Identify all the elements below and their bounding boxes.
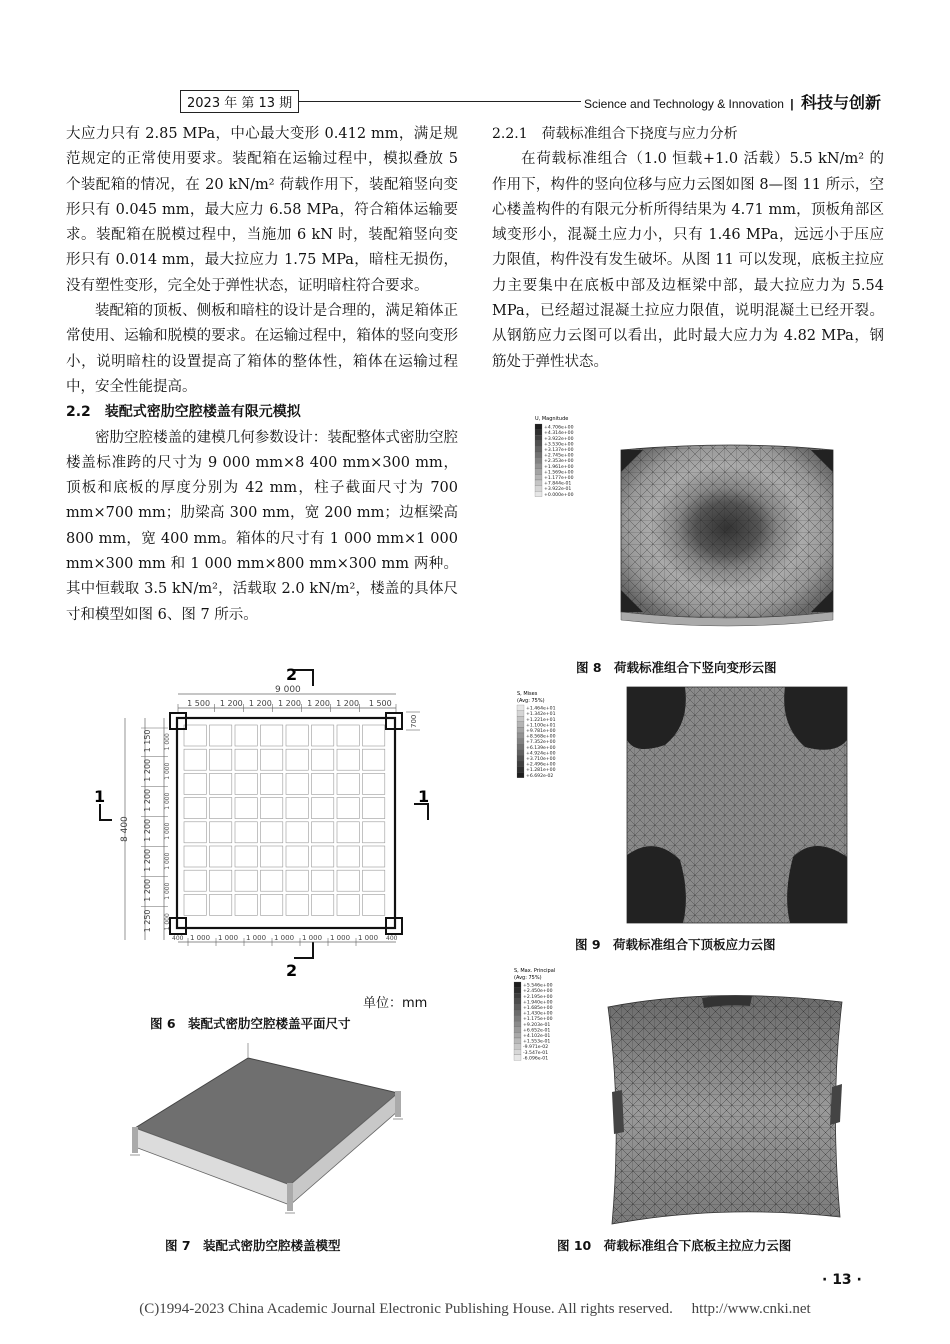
inner-left-dim-label: 1 000 [164, 822, 171, 840]
legend-value: -9.971e-02 [523, 1045, 549, 1051]
legend-swatch [517, 744, 524, 750]
hollow-box [210, 749, 232, 770]
legend-value: +2.745e+00 [544, 453, 574, 459]
hollow-box [235, 870, 257, 891]
fig8-svg [533, 412, 853, 652]
legend-value: +9.203e-01 [523, 1022, 551, 1028]
copyright-footer: (C)1994-2023 China Academic Journal Electronic Publishing House. All rights reserved. http://www.cnki.net [139, 1301, 811, 1317]
hollow-box [337, 822, 359, 843]
legend-value: +1.569e+00 [544, 470, 574, 476]
legend-value: +3.530e+00 [544, 442, 574, 448]
hollow-box [261, 798, 283, 819]
hollow-box [337, 894, 359, 915]
bottom-dim-label: 1 000 [218, 934, 239, 942]
top-dimensions [178, 699, 396, 712]
hollow-box [184, 725, 206, 746]
left-dimensions [141, 728, 171, 932]
legend-swatch [535, 435, 542, 441]
legend-value: +3.137e+00 [544, 448, 574, 453]
legend-value: +2.195e+00 [523, 994, 553, 1000]
section-heading: 2.2 装配式密肋空腔楼盖有限元模拟 [66, 404, 301, 421]
header-rule [298, 101, 581, 102]
paragraph: 大应力只有 2.85 MPa，中心最大变形 0.412 mm，满足规范规定的正常使用要求。装配箱在运输过程中，模拟叠放 5 个装配箱的情况，在 20 kN/m² 荷载作用下，装配箱竖向变形只有 0.045 mm，最大应力 6.58 MPa，符合箱体运输要求。装配箱在脱模过程中，当施加 6 kN 时，装配箱竖向变形只有 0.014 mm，最大拉应力 1.75 MPa，暗柱无损伤，没有塑性变形，完全处于弹性状态，证明暗柱符合要求。 [66, 126, 458, 294]
legend-value: +1.685e+00 [523, 1006, 553, 1011]
legend-swatch [535, 446, 542, 452]
legend-swatch [535, 469, 542, 475]
unit-label: 单位：mm [363, 996, 428, 1011]
legend-value: +1.940e+00 [523, 1000, 553, 1006]
legend-swatch [535, 441, 542, 447]
legend-value: +6.139e+00 [526, 745, 556, 751]
hollow-box [184, 894, 206, 915]
legend-swatch [517, 727, 524, 733]
column-stub [132, 1127, 138, 1153]
legend-value: -6.096e-01 [523, 1056, 549, 1062]
legend-swatch [514, 988, 521, 994]
journal-chinese-title: 科技与创新 [800, 93, 881, 112]
legend-value: +1.281e+00 [526, 768, 556, 774]
legend-value: +2.353e+00 [544, 459, 574, 465]
hollow-box [286, 749, 308, 770]
legend-swatch [514, 982, 521, 988]
bottom-dim-label: 1 000 [330, 934, 351, 942]
legend-value: +3.922e-01 [544, 487, 572, 493]
legend-swatch [517, 722, 524, 728]
page-number: · 13 · [822, 1272, 862, 1288]
hollow-box [184, 773, 206, 794]
fig9-legend-subtitle: (Avg: 75%) [517, 698, 545, 704]
figure-7-caption: 图 7 装配式密肋空腔楼盖模型 [165, 1238, 341, 1253]
column-stub [395, 1091, 401, 1117]
legend-swatch [514, 1021, 521, 1027]
hollow-box [363, 798, 385, 819]
bottom-dim-label: 1 000 [302, 934, 323, 942]
top-dim-label: 1 500 [368, 699, 392, 708]
left-dim-label: 1 200 [143, 788, 152, 812]
inner-left-dim-label: 1 000 [164, 762, 171, 780]
hollow-box [286, 870, 308, 891]
legend-swatch [517, 705, 524, 711]
total-height-label: 8 400 [120, 816, 130, 842]
legend-value: +7.844e-01 [544, 481, 572, 487]
hollow-box [337, 870, 359, 891]
figure-7-model [130, 1043, 430, 1220]
section-mark-bracket [100, 804, 112, 820]
hollow-box [312, 749, 334, 770]
bottom-dim-label: 1 000 [358, 934, 379, 942]
legend-value: +6.652e-01 [523, 1028, 551, 1034]
fig8-legend-title: U, Magnitude [535, 416, 569, 422]
legend-value: +1.342e+01 [526, 712, 556, 718]
left-dim-label: 1 200 [143, 848, 152, 872]
hollow-box [184, 846, 206, 867]
fig10-legend [514, 982, 553, 1061]
hollow-box [286, 846, 308, 867]
hollow-box [312, 822, 334, 843]
fig9-legend-title: S, Mises [517, 691, 538, 697]
legend-swatch [517, 767, 524, 773]
hollow-box [235, 846, 257, 867]
hollow-box [286, 798, 308, 819]
legend-value: +3.922e+00 [544, 436, 574, 442]
legend-value: +4.706e+00 [544, 425, 574, 431]
legend-swatch [535, 474, 542, 480]
hollow-box [286, 773, 308, 794]
right-column [492, 122, 884, 375]
left-dim-label: 1 250 [143, 909, 152, 933]
fig10-legend-title: S, Max. Principal [514, 968, 556, 974]
column-stub [287, 1183, 293, 1211]
section-mark-2-bottom: 2 [286, 961, 298, 980]
left-dim-label: 1 200 [143, 878, 152, 902]
hollow-box [210, 798, 232, 819]
hollow-box [261, 846, 283, 867]
fig10-legend-subtitle: (Avg: 75%) [514, 975, 542, 981]
hollow-box [261, 894, 283, 915]
paragraph: 密肋空腔楼盖的建模几何参数设计：装配整体式密肋空腔楼盖标准跨的尺寸为 9 000 mm×8 400 mm×300 mm，顶板和底板的厚度分别为 42 mm，柱子截面尺寸为 700 mm×700 mm；肋梁高 300 mm，宽 200 mm；边框梁高 800 mm，宽 400 mm。箱体的尺寸有 1 000 mm×1 000 mm×300 mm 和 1 000 mm×800 mm×300 mm 两种。其中恒载取 3.5 kN/m²，活载取 2.0 kN/m²，楼盖的具体尺寸和模型如图 6、图 7 所示。 [66, 429, 458, 623]
hollow-box [210, 870, 232, 891]
inner-left-dim-label: 1 000 [164, 882, 171, 900]
legend-swatch [517, 772, 524, 778]
hollow-box [363, 870, 385, 891]
inner-left-dim-label: 1 000 [164, 792, 171, 810]
fig10-mesh [608, 996, 842, 1224]
legend-swatch [517, 750, 524, 756]
section-mark-1-right: 1 [418, 787, 430, 806]
inner-left-dim-label: 1 000 [164, 733, 171, 751]
left-column [66, 122, 458, 628]
paragraph: 装配箱的顶板、侧板和暗柱的设计是合理的，满足箱体正常使用、运输和脱模的要求。在运输过程中，箱体的竖向变形小，说明暗柱的设置提高了箱体的整体性，箱体在运输过程中，安全性能提高。 [66, 303, 458, 395]
bottom-dim-label: 1 000 [190, 934, 211, 942]
legend-value: +4.314e+00 [544, 431, 574, 437]
hollow-box [184, 870, 206, 891]
legend-value: +9.781e+00 [526, 729, 556, 734]
model-svg [130, 1043, 430, 1220]
legend-swatch [517, 716, 524, 722]
section-mark-bracket [414, 804, 428, 820]
legend-value: +2.496e+00 [526, 762, 556, 768]
hollow-box [184, 749, 206, 770]
hollow-box [261, 870, 283, 891]
hollow-box [312, 725, 334, 746]
fig10-stress-zone [612, 1090, 624, 1134]
figure-9-mises-stress [515, 685, 855, 925]
hollow-box [210, 846, 232, 867]
legend-swatch [517, 739, 524, 745]
legend-value: +8.568e+00 [526, 734, 556, 740]
legend-value: +2.450e+00 [523, 989, 553, 995]
hollow-box [363, 894, 385, 915]
inner-left-dim-label: 1 000 [164, 913, 171, 931]
bottom-dim-label: 1 000 [274, 934, 295, 942]
figure-10-principal-stress [512, 962, 857, 1227]
top-dim-label: 1 200 [278, 699, 301, 708]
legend-value: +1.177e+00 [544, 476, 574, 481]
hollow-box [286, 894, 308, 915]
figure-9-caption: 图 9 荷载标准组合下顶板应力云图 [575, 937, 776, 952]
legend-swatch [514, 1055, 521, 1061]
hollow-box [235, 773, 257, 794]
hollow-box [210, 822, 232, 843]
hollow-box [312, 798, 334, 819]
top-dim-label: 1 200 [307, 699, 330, 708]
legend-value: -3.547e-01 [523, 1050, 549, 1056]
fig8-mesh [621, 445, 833, 618]
legend-swatch [514, 1049, 521, 1055]
section-mark-bracket [294, 942, 313, 958]
legend-swatch [535, 463, 542, 469]
bottom-dim-label: 1 000 [246, 934, 267, 942]
legend-value: +7.352e+00 [526, 740, 556, 746]
legend-value: +1.175e+00 [523, 1017, 553, 1023]
inner-left-dim-label: 1 000 [164, 852, 171, 870]
hollow-box [235, 822, 257, 843]
hollow-box [235, 725, 257, 746]
legend-value: +6.692e-02 [526, 773, 554, 779]
figure-8-deformation [533, 412, 853, 652]
legend-value: +1.961e+00 [544, 464, 574, 470]
legend-value: +1.464e+01 [526, 706, 556, 712]
legend-swatch [514, 1032, 521, 1038]
legend-swatch [535, 486, 542, 492]
bottom-dimensions [188, 934, 378, 946]
issue-label: 2023 年 第 13 期 [180, 90, 299, 113]
hollow-box [337, 749, 359, 770]
legend-value: +1.430e+00 [523, 1011, 553, 1017]
legend-value: +1.221e+01 [526, 717, 556, 723]
hollow-box [286, 725, 308, 746]
left-dim-label: 1 200 [143, 758, 152, 782]
column-size-label: 700 [410, 714, 418, 728]
hollow-box [286, 822, 308, 843]
legend-value: +0.000e+00 [544, 492, 574, 498]
legend-swatch [514, 1004, 521, 1010]
figure-6-caption: 图 6 装配式密肋空腔楼盖平面尺寸 [150, 1016, 351, 1031]
hollow-box [184, 798, 206, 819]
hollow-box [312, 870, 334, 891]
figure-6-plan-drawing [94, 662, 440, 980]
hollow-box [235, 894, 257, 915]
edge-dim-label: 400 [386, 935, 398, 942]
hollow-box [261, 749, 283, 770]
fig9-svg [515, 685, 855, 925]
hollow-box [312, 846, 334, 867]
legend-swatch [514, 1010, 521, 1016]
journal-header [584, 90, 881, 113]
hollow-box [337, 798, 359, 819]
legend-swatch [514, 1038, 521, 1044]
figure-8-caption: 图 8 荷载标准组合下竖向变形云图 [576, 660, 777, 675]
legend-swatch [535, 480, 542, 486]
legend-swatch [514, 1016, 521, 1022]
subsection-heading: 2.2.1 荷载标准组合下挠度与应力分析 [492, 126, 738, 142]
legend-value: +1.553e-01 [523, 1039, 551, 1045]
top-dim-label: 1 500 [187, 699, 211, 708]
legend-swatch [517, 755, 524, 761]
hollow-box [363, 725, 385, 746]
fig10-svg [512, 962, 857, 1227]
section-mark-1-left: 1 [94, 787, 106, 806]
slab-top-surface [135, 1058, 398, 1185]
hollow-box [210, 773, 232, 794]
hollow-box [210, 725, 232, 746]
top-dim-label: 1 200 [219, 699, 243, 708]
legend-swatch [535, 458, 542, 464]
hollow-box [337, 846, 359, 867]
hollow-box [210, 894, 232, 915]
legend-swatch [514, 1027, 521, 1033]
edge-dim-label: 400 [172, 935, 184, 942]
legend-swatch [535, 424, 542, 430]
legend-swatch [514, 993, 521, 999]
box-grid [184, 725, 385, 915]
fig9-mesh [627, 687, 847, 923]
hollow-box [312, 773, 334, 794]
top-dim-label: 1 200 [248, 699, 272, 708]
hollow-box [337, 773, 359, 794]
plan-svg [94, 662, 440, 980]
hollow-box [363, 846, 385, 867]
figure-10-caption: 图 10 荷载标准组合下底板主拉应力云图 [557, 1238, 792, 1253]
left-dim-label: 1 200 [143, 818, 152, 842]
legend-swatch [535, 491, 542, 497]
top-dim-label: 1 200 [336, 699, 360, 708]
legend-swatch [517, 761, 524, 767]
legend-swatch [514, 1044, 521, 1050]
legend-value: +4.102e-01 [523, 1034, 551, 1039]
legend-swatch [535, 452, 542, 458]
fig8-legend [535, 424, 574, 498]
paragraph: 在荷载标准组合（1.0 恒载+1.0 活载）5.5 kN/m² 的作用下，构件的竖向位移与应力云图如图 8—图 11 所示，空心楼盖构件的有限元分析所得结果为 4.71 mm，顶板角部区域变形小，混凝土应力小，只有 1.46 MPa，远远小于压应力限值，构件没有发生破坏。从图 11 可以发现，底板主拉应力主要集中在底板中部及边框梁中部，最大拉应力为 5.54 MPa，已经超过混凝土拉应力限值，说明混凝土已经开裂。从钢筋应力云图可以看出，此时最大应力为 4.82 MPa，钢筋处于弹性状态。 [492, 151, 884, 370]
hollow-box [312, 894, 334, 915]
legend-swatch [517, 733, 524, 739]
legend-swatch [514, 999, 521, 1005]
hollow-box [261, 725, 283, 746]
legend-value: +3.710e+00 [526, 757, 556, 762]
hollow-box [363, 773, 385, 794]
legend-swatch [535, 430, 542, 436]
hollow-box [184, 822, 206, 843]
section-mark-2-top: 2 [286, 665, 298, 684]
hollow-box [235, 798, 257, 819]
hollow-box [337, 725, 359, 746]
left-dim-label: 1 150 [143, 729, 152, 753]
legend-value: +4.924e+00 [526, 751, 556, 757]
fig9-legend [517, 705, 556, 779]
legend-swatch [517, 711, 524, 717]
hollow-box [261, 773, 283, 794]
journal-english-title: Science and Technology & Innovation [584, 97, 784, 111]
legend-value: +1.100e+01 [526, 723, 556, 729]
hollow-box [363, 749, 385, 770]
legend-value: +5.546e+00 [523, 983, 553, 989]
header-divider: | [790, 97, 794, 111]
total-width-label: 9 000 [275, 685, 301, 695]
hollow-box [235, 749, 257, 770]
hollow-box [363, 822, 385, 843]
hollow-box [261, 822, 283, 843]
